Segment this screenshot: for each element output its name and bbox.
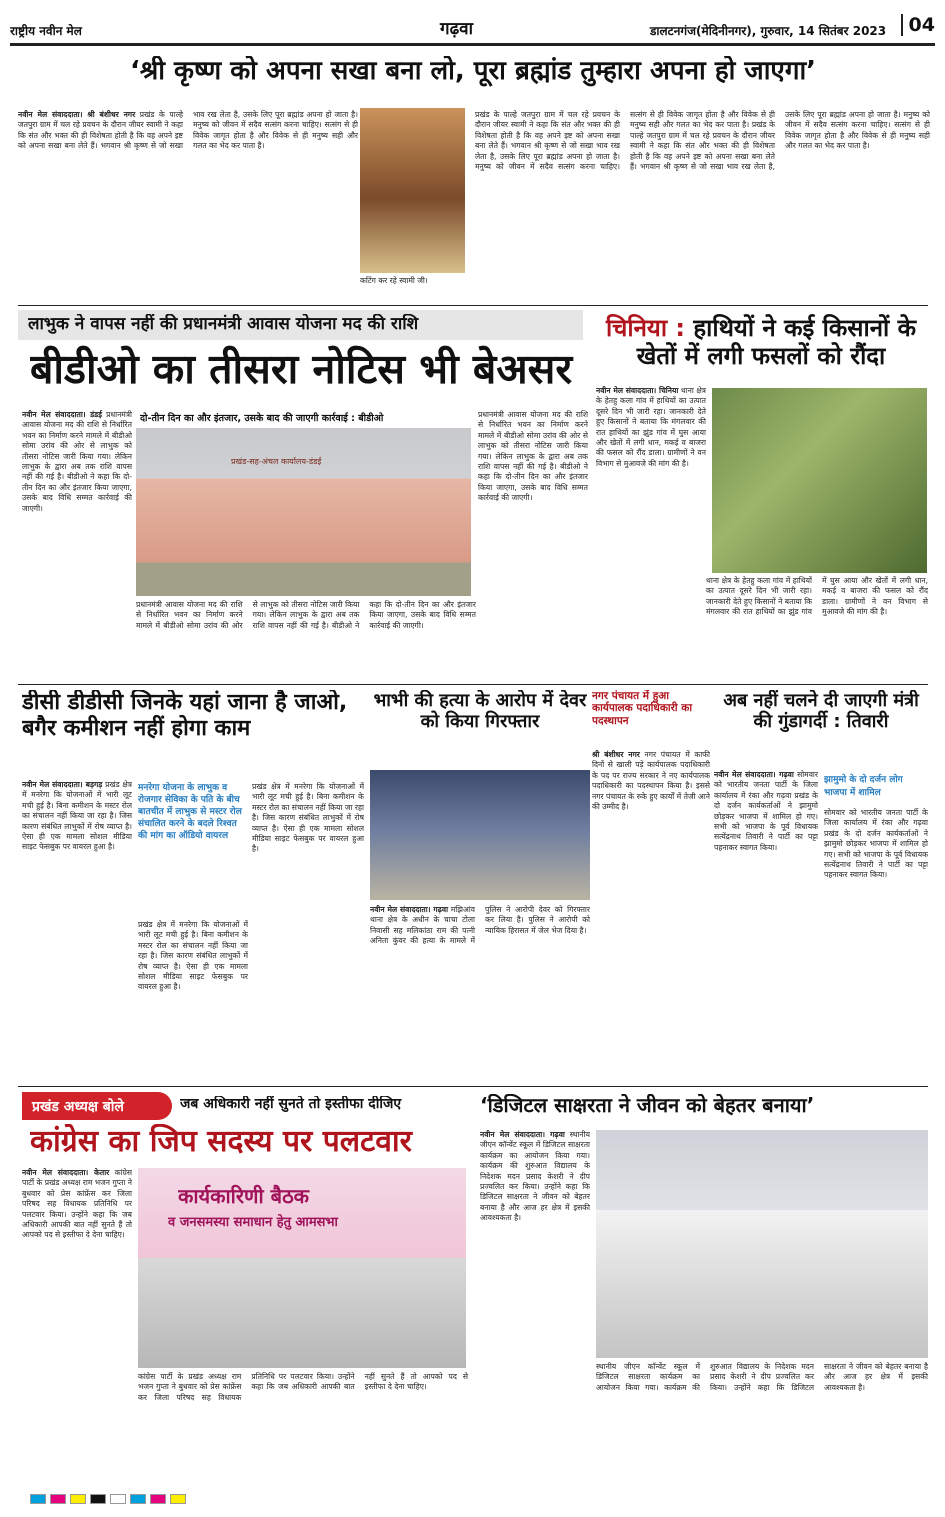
story1-caption: कटिंग कर रहे स्वामी जी। bbox=[360, 276, 428, 285]
story5-byline: नवीन मेल संवाददाता। गढ़वा bbox=[370, 905, 449, 914]
story6-byline: श्री बंशीधर नगर bbox=[592, 750, 640, 759]
story5-photo-police bbox=[370, 770, 590, 900]
story6-headline: नगर पंचायत में हुआ कार्यपालक पदाधिकारी का पदस्थापन bbox=[592, 690, 693, 727]
story4-byline: नवीन मेल संवाददाता। बड़गड़ bbox=[22, 780, 103, 789]
story3-text: थाना क्षेत्र के हेतहु कला गांव में हाथियों का उत्पात दूसरे दिन भी जारी रहा। जानकारी देते हुए किसानों ने बताया कि मंगलवार की रात हाथियों का झुंड गांव में घुस आया और खेतों में लगी धान, मकई व बाजरा की फसल को रौंद डाला। ग्रामीणों ने वन विभाग से मुआवजे की मांग की है। bbox=[596, 386, 706, 468]
banner-line1: कार्यकारिणी बैठक bbox=[178, 1184, 310, 1208]
story2-subhead: दो-तीन दिन का और इंतजार, उसके बाद की जाएगी कार्रवाई : बीडीओ bbox=[140, 413, 384, 424]
story9-body bbox=[480, 1130, 590, 1486]
story8-photo-meeting bbox=[138, 1168, 466, 1368]
story7-subhead: झामुमो के दो दर्जन लोग भाजपा में शामिल bbox=[824, 775, 903, 798]
story6-text: नगर पंचायत में काफी दिनों से खाली पड़े कार्यपालक पदाधिकारी के पद पर राज्य सरकार ने नए कार्यपालक पदाधिकारी का पदस्थापन किया है। इससे नगर पंचायत के रुके हुए कार्यों में तेजी आने की उम्मीद है। bbox=[592, 750, 710, 812]
story3-headline-text: हाथियों ने कई किसानों के खेतों में लगी फसलों को रौंदा bbox=[636, 314, 917, 371]
story3-body bbox=[596, 386, 706, 676]
story2-body-continued bbox=[136, 600, 476, 680]
story8-kicker: जब अधिकारी नहीं सुनते तो इस्तीफा दीजिए bbox=[180, 1096, 402, 1112]
story3-text-cont: थाना क्षेत्र के हेतहु कला गांव में हाथियों का उत्पात दूसरे दिन भी जारी रहा। जानकारी देते हुए किसानों ने बताया कि मंगलवार की रात हाथियों का झुंड गांव में घुस आया और खेतों में लगी धान, मकई व बाजरा की फसल को रौंद डाला। ग्रामीणों ने वन विभाग से मुआवजे की मांग की है। bbox=[706, 576, 928, 617]
story2-body-right bbox=[478, 410, 588, 680]
story8-body-continued bbox=[138, 1372, 468, 1486]
story2-text: प्रधानमंत्री आवास योजना मद की राशि से निर्धारित भवन का निर्माण करने मामले में बीडीओ सोमा उरांव की ओर से लाभुक को तीसरा नोटिस जारी किया गया। लेकिन लाभुक के द्वारा अब तक राशि वापस नहीं की गई है। बीडीओ ने कहा कि दो-तीन दिन का और इंतजार किया जाएगा, उसके बाद विधि सम्मत कार्रवाई की जाएगी। bbox=[22, 410, 132, 513]
story7-text-cont: सोमवार को भारतीय जनता पार्टी के जिला कार्यालय में रंका और गढ़वा प्रखंड के दो दर्जन कार्यकर्ताओं ने झामुमो छोड़कर भाजपा में शामिल हो गए। सभी को भाजपा के पूर्व विधायक सत्येंद्रनाथ तिवारी ने पार्टी का पट्टा पहनाकर स्वागत किया। bbox=[824, 808, 928, 880]
story2-photo-office bbox=[136, 428, 471, 596]
story3-body-continued bbox=[706, 576, 928, 680]
story8-text: कांग्रेस पार्टी के प्रखंड अध्यक्ष राम भजन गुप्ता ने बुधवार को प्रेस कांफ्रेंस कर जिला परिषद सह विधायक प्रतिनिधि पर पलटवार किया। उन्होंने कहा कि जब अधिकारी आपकी बात नहीं सुनते हैं तो आपको पद से इस्तीफा दे देना चाहिए। bbox=[22, 1168, 132, 1240]
registration-swatch bbox=[150, 1494, 166, 1504]
registration-swatch bbox=[50, 1494, 66, 1504]
story7-byline: नवीन मेल संवाददाता। गढ़वा bbox=[714, 770, 794, 779]
registration-swatch bbox=[130, 1494, 146, 1504]
masthead bbox=[10, 8, 935, 46]
registration-swatch bbox=[30, 1494, 46, 1504]
story2-text-right: प्रधानमंत्री आवास योजना मद की राशि से निर्धारित भवन का निर्माण करने मामले में बीडीओ सोमा उरांव की ओर से लाभुक को तीसरा नोटिस जारी किया गया। लेकिन लाभुक के द्वारा अब तक राशि वापस नहीं की गई है। बीडीओ ने कहा कि दो-तीन दिन का और इंतजार किया जाएगा, उसके बाद विधि सम्मत कार्रवाई की जाएगी। bbox=[478, 410, 588, 503]
story1-byline: नवीन मेल संवाददाता। श्री बंशीधर नगर bbox=[18, 110, 136, 119]
story4-text-cont: प्रखंड क्षेत्र में मनरेगा कि योजनाओं में भारी लूट मची हुई है। बिना कमीशन के मस्टर रोल का संचालन नहीं किया जा रहा है। जिस कारण संबंधित लाभुकों में रोष व्याप्त है। ऐसा ही एक मामला सोशल मीडिया साइट फेसबुक पर वायरल हुआ है। bbox=[138, 920, 248, 992]
story2-headline: बीडीओ का तीसरा नोटिस भी बेअसर bbox=[30, 345, 573, 393]
story7-text: सोमवार को भारतीय जनता पार्टी के जिला कार्यालय में रंका और गढ़वा प्रखंड के दो दर्जन कार्यकर्ताओं ने झामुमो छोड़कर भाजपा में शामिल हो गए। सभी को भाजपा के पूर्व विधायक सत्येंद्रनाथ तिवारी ने पार्टी का पट्टा पहनाकर स्वागत किया। bbox=[714, 770, 818, 852]
story4-body-continued bbox=[138, 920, 248, 1080]
registration-swatch bbox=[170, 1494, 186, 1504]
story9-photo-students bbox=[596, 1130, 928, 1358]
story7-body-continued bbox=[824, 808, 928, 1080]
divider bbox=[18, 1086, 928, 1087]
story1-body bbox=[18, 110, 358, 300]
story8-text-cont: कांग्रेस पार्टी के प्रखंड अध्यक्ष राम भजन गुप्ता ने बुधवार को प्रेस कांफ्रेंस कर जिला परिषद सह विधायक प्रतिनिधि पर पलटवार किया। उन्होंने कहा कि जब अधिकारी आपकी बात नहीं सुनते हैं तो आपको पद से इस्तीफा दे देना चाहिए। bbox=[138, 1372, 468, 1402]
story2-text-cont: प्रधानमंत्री आवास योजना मद की राशि से निर्धारित भवन का निर्माण करने मामले में बीडीओ सोमा उरांव की ओर से लाभुक को तीसरा नोटिस जारी किया गया। लेकिन लाभुक के द्वारा अब तक राशि वापस नहीं की गई है। बीडीओ ने कहा कि दो-तीन दिन का और इंतजार किया जाएगा, उसके बाद विधि सम्मत कार्रवाई की जाएगी। bbox=[136, 600, 476, 630]
divider bbox=[18, 684, 928, 685]
story7-body bbox=[714, 770, 818, 1080]
story6-body bbox=[592, 750, 710, 1080]
registration-swatch bbox=[110, 1494, 126, 1504]
story4-body bbox=[22, 780, 132, 1080]
story5-body bbox=[370, 905, 590, 1080]
banner-line2: व जनसमस्या समाधान हेतु आमसभा bbox=[168, 1215, 338, 1230]
story2-body bbox=[22, 410, 132, 680]
registration-swatch bbox=[70, 1494, 86, 1504]
story8-kicker-label: प्रखंड अध्यक्ष बोले bbox=[22, 1092, 172, 1120]
story2-byline: नवीन मेल संवाददाता। डंडई bbox=[22, 410, 102, 419]
story1-text-cont2: प्रखंड के पाल्हे जतपुरा ग्राम में चल रहे प्रवचन के दौरान जीयर स्वामी ने कहा कि संत और भक्त की ही विशेषता होती है कि वह अपने इष्ट को अपना सखा बना लेते हैं। भगवान श्री कृष्ण से जो सखा भाव रख लेता है, उसके लिए पूरा ब्रह्मांड अपना हो जाता है। मनुष्य को जीवन में सदैव सत्संग करना चाहिए। सत्संग से ही विवेक जागृत होता है और विवेक से ही मनुष्य सही और गलत का भेद कर पाता है। bbox=[630, 110, 930, 172]
story1-headline: ‘श्री कृष्ण को अपना सखा बना लो, पूरा ब्रह्मांड तुम्हारा अपना हो जाएगा’ bbox=[129, 56, 817, 86]
story1-text-cont: प्रखंड के पाल्हे जतपुरा ग्राम में चल रहे प्रवचन के दौरान जीयर स्वामी ने कहा कि संत और भक्त की ही विशेषता होती है कि वह अपने इष्ट को अपना सखा बना लेते हैं। भगवान श्री कृष्ण से जो सखा भाव रख लेता है, उसके लिए पूरा ब्रह्मांड अपना हो जाता है। मनुष्य को जीवन में सदैव सत्संग करना चाहिए। सत्संग से ही विवेक जागृत होता है और विवेक से ही मनुष्य सही और गलत का भेद कर पाता है। bbox=[475, 110, 775, 172]
edition-title: गढ़वा bbox=[440, 19, 473, 39]
dateline: डालटनगंज(मेदिनीनगर), गुरुवार, 14 सितंबर 2023 bbox=[650, 24, 887, 38]
story4-pullquote: मनरेगा योजना के लाभुक व रोजगार सेविका के पति के बीच बातचीत में लाभुक से मस्टर रोल संचालित करने के बदले रिश्वत की मांग का ऑडियो वायरल bbox=[138, 783, 242, 841]
newspaper-logo: राष्ट्रीय नवीन मेल bbox=[10, 24, 82, 38]
registration-swatch bbox=[90, 1494, 106, 1504]
story5-text: मझिआंव थाना क्षेत्र के अधीन के चाचा टोला निवासी सह मलिकांठा राम की पत्नी अनिता कुंवर की हत्या के मामले में पुलिस ने आरोपी देवर को गिरफ्तार कर लिया है। पुलिस ने आरोपी को न्यायिक हिरासत में जेल भेज दिया है। bbox=[370, 905, 590, 946]
story4-text-right: प्रखंड क्षेत्र में मनरेगा कि योजनाओं में भारी लूट मची हुई है। बिना कमीशन के मस्टर रोल का संचालन नहीं किया जा रहा है। जिस कारण संबंधित लाभुकों में रोष व्याप्त है। ऐसा ही एक मामला सोशल मीडिया साइट फेसबुक पर वायरल हुआ है। bbox=[252, 782, 364, 854]
story3-location: चिनिया : bbox=[605, 314, 686, 342]
story9-text-cont: स्थानीय जीएन कॉन्वेंट स्कूल में डिजिटल साक्षरता कार्यक्रम का आयोजन किया गया। कार्यक्रम की शुरुआत विद्यालय के निदेशक मदन प्रसाद केशरी ने दीप प्रज्वलित कर किया। उन्होंने कहा कि डिजिटल साक्षरता ने जीवन को बेहतर बनाया है और आज हर क्षेत्र में इसकी आवश्यकता है। bbox=[596, 1362, 928, 1392]
story3-headline bbox=[596, 314, 926, 384]
story3-photo-field bbox=[712, 388, 927, 573]
story4-text: प्रखंड क्षेत्र में मनरेगा कि योजनाओं में भारी लूट मची हुई है। बिना कमीशन के मस्टर रोल का संचालन नहीं किया जा रहा है। जिस कारण संबंधित लाभुकों में रोष व्याप्त है। ऐसा ही एक मामला सोशल मीडिया साइट फेसबुक पर वायरल हुआ है। bbox=[22, 780, 132, 852]
story4-body-right bbox=[252, 782, 364, 1080]
story7-headline: अब नहीं चलने दी जाएगी मंत्री की गुंडागर्दी : तिवारी bbox=[723, 690, 919, 733]
story9-headline: ‘डिजिटल साक्षरता ने जीवन को बेहतर बनाया’ bbox=[480, 1094, 815, 1117]
story5-headline: भाभी की हत्या के आरोप में देवर को किया गिरफ्तार bbox=[373, 690, 587, 733]
story1-photo-saint bbox=[360, 108, 465, 273]
story4-headline: डीसी डीडीसी जिनके यहां जाना है जाओ, बगैर कमीशन नहीं होगा काम bbox=[22, 690, 348, 741]
story3-byline: नवीन मेल संवाददाता। चिनिया bbox=[596, 386, 679, 395]
story9-text: स्थानीय जीएन कॉन्वेंट स्कूल में डिजिटल साक्षरता कार्यक्रम का आयोजन किया गया। कार्यक्रम की शुरुआत विद्यालय के निदेशक मदन प्रसाद केशरी ने दीप प्रज्वलित कर किया। उन्होंने कहा कि डिजिटल साक्षरता ने जीवन को बेहतर बनाया है और आज हर क्षेत्र में इसकी आवश्यकता है। bbox=[480, 1130, 590, 1223]
story1-text: प्रखंड के पाल्हे जतपुरा ग्राम में चल रहे प्रवचन के दौरान जीयर स्वामी ने कहा कि संत और भक्त की ही विशेषता होती है कि वह अपने इष्ट को अपना सखा बना लेते हैं। भगवान श्री कृष्ण से जो सखा भाव रख लेता है, उसके लिए पूरा ब्रह्मांड अपना हो जाता है। मनुष्य को जीवन में सदैव सत्संग करना चाहिए। सत्संग से ही विवेक जागृत होता है और विवेक से ही मनुष्य सही और गलत का भेद कर पाता है। bbox=[18, 110, 358, 151]
story9-body-continued bbox=[596, 1362, 928, 1486]
color-registration-strip bbox=[30, 1494, 930, 1508]
divider bbox=[18, 305, 928, 306]
story1-body-continued bbox=[475, 110, 930, 300]
page-number: 04 bbox=[901, 14, 935, 36]
story8-byline: नवीन मेल संवाददाता। केतार bbox=[22, 1168, 110, 1177]
story8-headline: कांग्रेस का जिप सदस्य पर पलटवार bbox=[30, 1124, 412, 1159]
story2-kicker: लाभुक ने वापस नहीं की प्रधानमंत्री आवास योजना मद की राशि bbox=[28, 314, 419, 334]
story9-byline: नवीन मेल संवाददाता। गढ़वा bbox=[480, 1130, 565, 1139]
office-sign: प्रखंड-सह-अंचल कार्यालय-डंडई bbox=[231, 457, 322, 466]
story8-body bbox=[22, 1168, 132, 1486]
